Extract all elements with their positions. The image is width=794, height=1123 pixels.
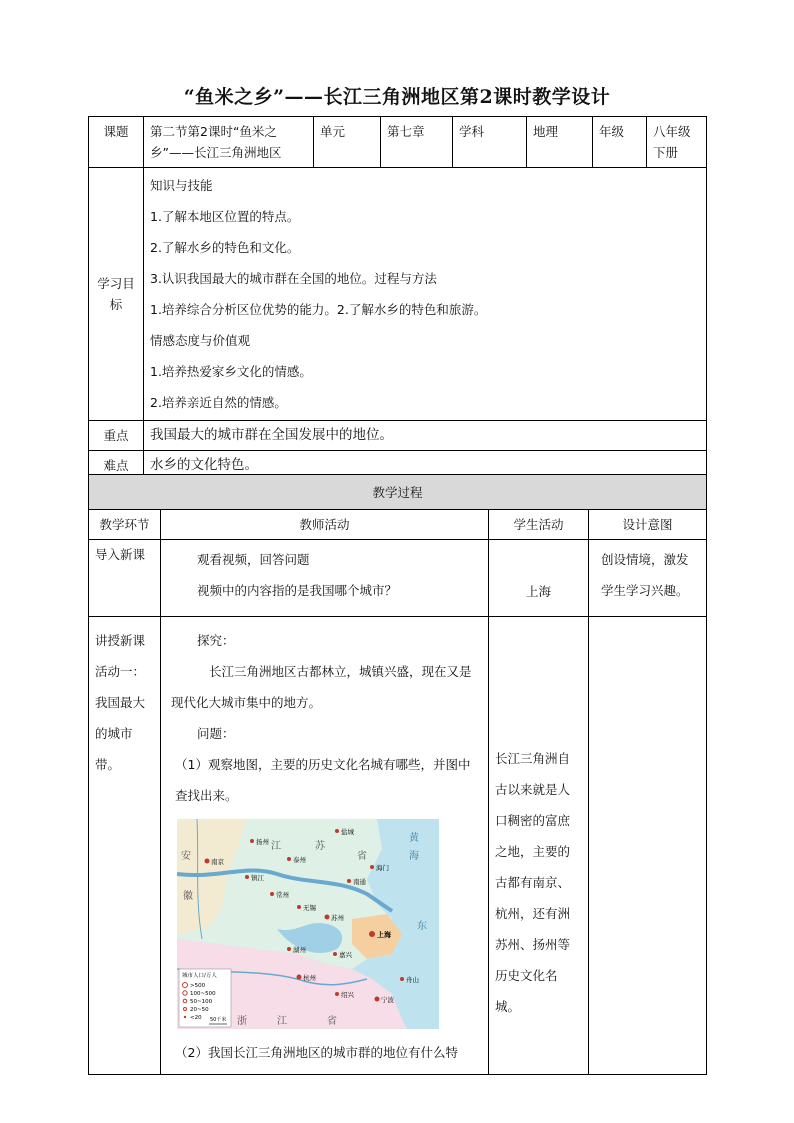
- activity1-teacher-line: 探究：: [197, 633, 235, 648]
- subject-value: 地理: [527, 117, 593, 168]
- unit-value: 第七章: [381, 117, 453, 168]
- map-province-label: 苏: [315, 841, 325, 852]
- city-label: 南京: [211, 858, 224, 866]
- objective-line: 2.培养亲近自然的情感。: [150, 395, 287, 410]
- city-label: 常州: [276, 891, 289, 899]
- column-intent: 设计意图: [589, 510, 707, 540]
- topic-label: 课题: [89, 117, 144, 168]
- activity1-teacher-line: （2）我国长江三角洲地区的城市群的地位有什么特: [175, 1045, 458, 1060]
- map-province-label: 浙: [237, 1016, 247, 1027]
- objective-line: 1.培养热爱家乡文化的情感。: [150, 364, 312, 379]
- city-label: 泰州: [293, 856, 306, 864]
- city-label: 杭州: [303, 974, 316, 982]
- difficulty-label: 难点: [89, 451, 144, 481]
- legend-title: 城市人口/万人: [182, 973, 217, 979]
- map-sea-label: 黄: [409, 833, 419, 844]
- map-province-label: 安: [181, 851, 191, 862]
- objective-line: 情感态度与价值观: [150, 333, 251, 348]
- city-label: 南通: [353, 878, 366, 886]
- objective-line: 1.培养综合分析区位优势的能力。2.了解水乡的特色和旅游。: [150, 302, 487, 317]
- grade-label: 年级: [593, 117, 647, 168]
- city-label: 扬州: [256, 838, 269, 846]
- legend-item: 20~50: [190, 1007, 209, 1013]
- topic-value: 第二节第2课时“鱼米之乡”——长江三角洲地区: [144, 117, 314, 168]
- process-table: [88, 474, 707, 1075]
- objective-line: 3.认识我国最大的城市群在全国的地位。过程与方法: [150, 271, 437, 286]
- city-label: 镇江: [251, 874, 264, 882]
- map-province-label: 省: [357, 851, 367, 862]
- city-dot: [369, 931, 375, 937]
- city-dot: [287, 857, 291, 861]
- process-header-row: [89, 475, 707, 510]
- city-label: 湖州: [293, 946, 306, 954]
- map-scale-text: 50千米: [210, 1017, 227, 1023]
- map-province-label: 省: [327, 1016, 337, 1027]
- legend-symbol: [184, 1016, 186, 1018]
- yangtze-delta-map: [177, 819, 439, 1029]
- intro-intent: 创设情境，激发学生学习兴趣。: [589, 540, 707, 617]
- intro-stage: 导入新课: [89, 540, 161, 617]
- objectives-label: 学习目标: [89, 168, 144, 421]
- city-label: 上海: [377, 931, 391, 939]
- objectives-row: [89, 168, 707, 421]
- city-label: 无锡: [303, 904, 316, 912]
- column-teacher: 教师活动: [161, 510, 489, 540]
- key-point-label: 重点: [89, 421, 144, 451]
- process-header: 教学过程: [89, 475, 707, 510]
- city-dot: [245, 875, 249, 879]
- legend-item: 50~100: [190, 999, 213, 1005]
- map-sea-label: 海: [409, 851, 419, 862]
- map-province-label: 徽: [183, 891, 193, 902]
- city-dot: [205, 859, 210, 864]
- intro-teacher-line: 视频中的内容指的是我国哪个城市？: [197, 583, 398, 598]
- city-dot: [375, 997, 380, 1002]
- legend-item: 100~500: [190, 991, 216, 997]
- grade-value: 八年级下册: [647, 117, 707, 168]
- intro-teacher-line: 观看视频，回答问题: [197, 552, 310, 567]
- intro-student: 上海: [489, 540, 589, 617]
- activity1-intent: [589, 617, 707, 1075]
- city-dot: [250, 839, 254, 843]
- objective-line: 1.了解本地区位置的特点。: [150, 209, 300, 224]
- legend-item: >500: [190, 983, 206, 989]
- city-dot: [287, 947, 291, 951]
- key-point-row: [89, 421, 707, 451]
- city-dot: [347, 879, 351, 883]
- activity1-teacher-line: 问题：: [197, 726, 235, 741]
- lesson-plan-table: [88, 116, 707, 481]
- city-dot: [333, 952, 337, 956]
- difficulty-value: 水乡的文化特色。: [144, 451, 707, 481]
- key-point-value: 我国最大的城市群在全国发展中的地位。: [144, 421, 707, 451]
- objective-line: 2.了解水乡的特色和文化。: [150, 240, 300, 255]
- city-label: 宁波: [381, 996, 394, 1004]
- city-dot: [270, 892, 274, 896]
- activity1-teacher-line: （1）观察地图，主要的历史文化名城有哪些，并图中查找出来。: [175, 757, 471, 803]
- city-dot: [325, 915, 330, 920]
- city-label: 舟山: [406, 976, 419, 984]
- city-label: 绍兴: [341, 991, 354, 999]
- intro-row: [89, 540, 707, 617]
- column-stage: 教学环节: [89, 510, 161, 540]
- city-dot: [335, 829, 339, 833]
- city-dot: [335, 992, 339, 996]
- city-label: 苏州: [331, 914, 344, 922]
- page-title: “鱼米之乡”——长江三角洲地区第2课时教学设计: [183, 86, 611, 108]
- city-label: 海门: [376, 864, 389, 872]
- process-columns-row: [89, 510, 707, 540]
- activity1-teacher-line: 长江三角洲地区古都林立，城镇兴盛，现在又是现代化大城市集中的地方。: [171, 664, 472, 710]
- city-dot: [297, 905, 301, 909]
- map-province-label: 江: [271, 841, 281, 852]
- city-label: 嘉兴: [339, 951, 352, 959]
- column-student: 学生活动: [489, 510, 589, 540]
- city-dot: [297, 975, 302, 980]
- city-label: 盐城: [341, 828, 354, 836]
- info-row: [89, 117, 707, 168]
- activity1-student: 长江三角洲自古以来就是人口稠密的富庶之地，主要的古都有南京、杭州，还有洲苏州、扬州等历史文化名城。: [489, 617, 589, 1075]
- objective-line: 知识与技能: [150, 178, 213, 193]
- map-province-label: 江: [277, 1016, 287, 1027]
- unit-label: 单元: [314, 117, 381, 168]
- map-sea-label: 东: [417, 921, 427, 932]
- legend-item: <20: [190, 1015, 202, 1021]
- city-dot: [400, 977, 404, 981]
- subject-label: 学科: [453, 117, 527, 168]
- activity1-row: [89, 617, 707, 1075]
- activity1-stage: 讲授新课活动一：我国最大的城市带。: [89, 617, 161, 1075]
- city-dot: [370, 865, 374, 869]
